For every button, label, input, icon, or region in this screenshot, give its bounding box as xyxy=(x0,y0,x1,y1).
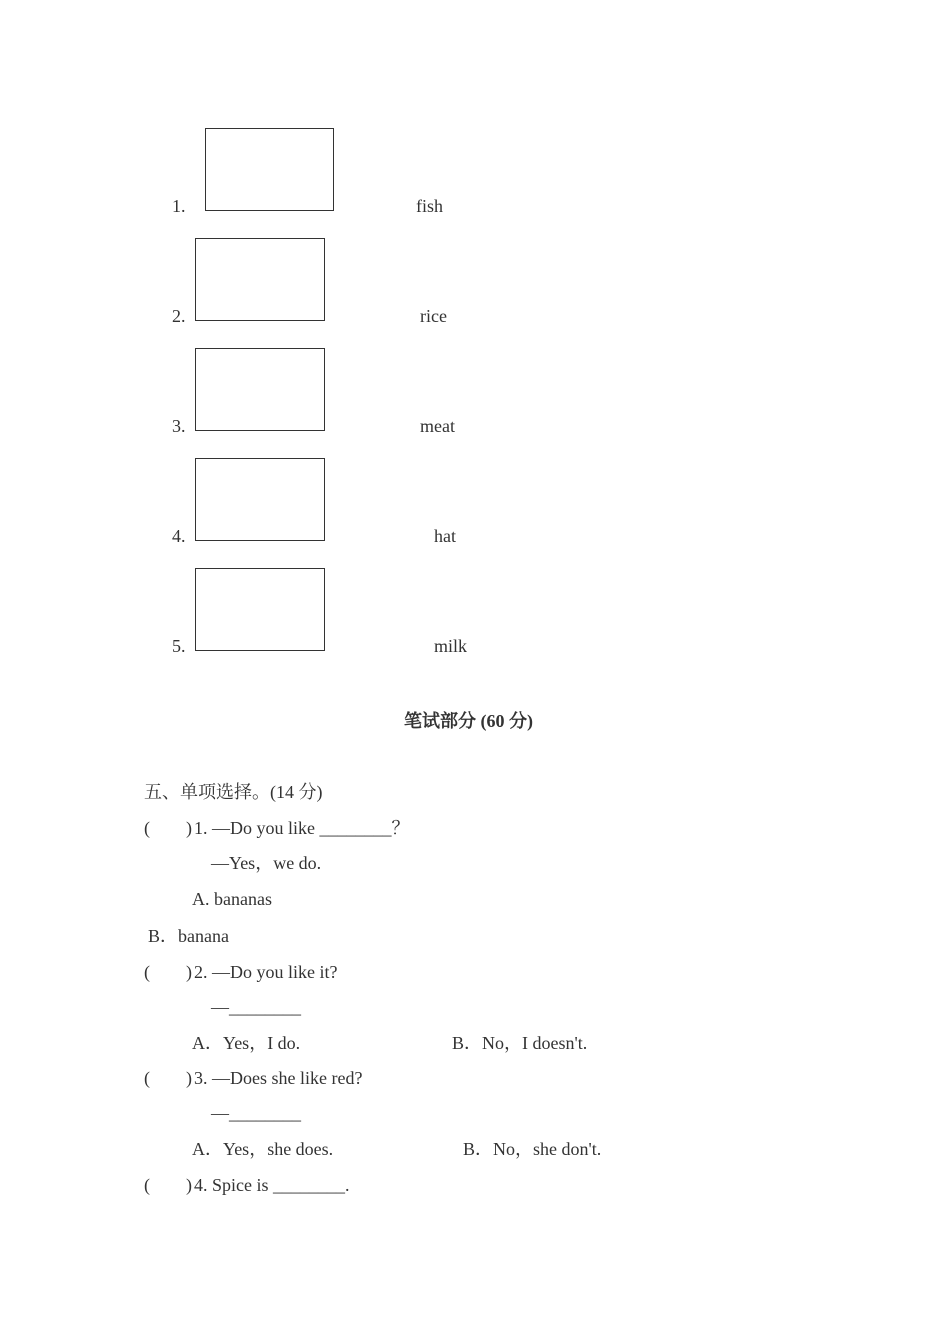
section-title: 笔试部分 (60 分) xyxy=(404,711,533,731)
question-stem: 4. Spice is ________. xyxy=(194,1175,350,1195)
answer-paren: ( ) xyxy=(144,962,192,982)
question-stem: 1. —Do you like ________？ xyxy=(194,818,410,838)
part-title: 五、单项选择。(14 分) xyxy=(144,782,323,802)
picture-box xyxy=(195,568,325,651)
option-b: B．banana xyxy=(148,926,229,946)
option-a: A．Yes，I do. xyxy=(192,1033,301,1053)
question-reply: —________ xyxy=(211,997,301,1017)
item-number: 3. xyxy=(172,416,186,436)
question-stem: 2. —Do you like it? xyxy=(194,962,338,982)
match-word: meat xyxy=(420,416,455,436)
match-word: milk xyxy=(434,636,468,656)
picture-box xyxy=(195,348,325,431)
question-stem: 3. —Does she like red? xyxy=(194,1068,363,1088)
match-word: fish xyxy=(416,196,443,216)
answer-paren: ( ) xyxy=(144,1175,192,1195)
picture-box xyxy=(205,128,334,211)
item-number: 2. xyxy=(172,306,186,326)
question-reply: —________ xyxy=(211,1103,301,1123)
answer-paren: ( ) xyxy=(144,818,192,838)
picture-box xyxy=(195,458,325,541)
option-a: A．Yes，she does. xyxy=(192,1139,334,1159)
option-b: B．No，I doesn't. xyxy=(452,1033,588,1053)
item-number: 5. xyxy=(172,636,186,656)
picture-box xyxy=(195,238,325,321)
match-word: hat xyxy=(434,526,456,546)
option-a: A. bananas xyxy=(192,889,272,909)
answer-paren: ( ) xyxy=(144,1068,192,1088)
item-number: 4. xyxy=(172,526,186,546)
question-reply: —Yes，we do. xyxy=(211,853,322,873)
match-word: rice xyxy=(420,306,447,326)
option-b: B．No，she don't. xyxy=(463,1139,602,1159)
item-number: 1. xyxy=(172,196,186,216)
